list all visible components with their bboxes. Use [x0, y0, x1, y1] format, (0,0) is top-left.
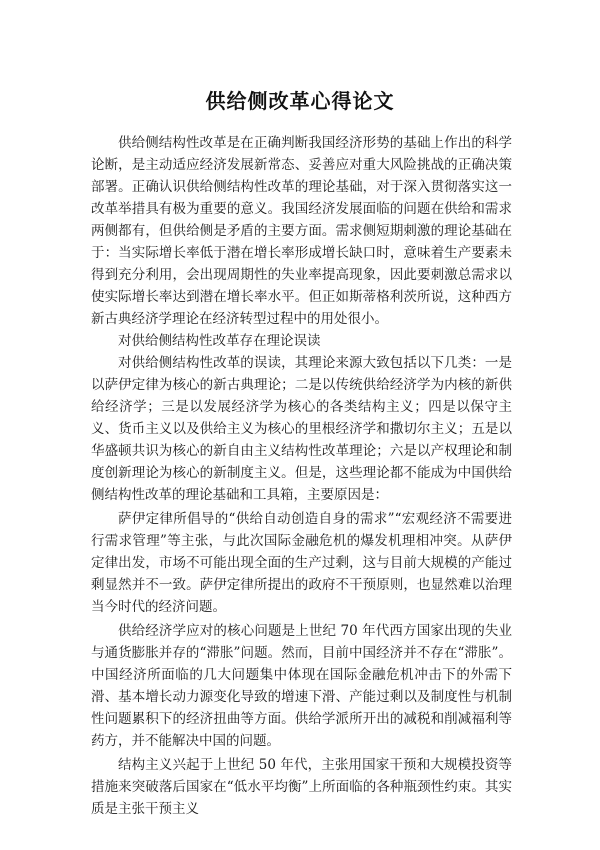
paragraph-say-law: 萨伊定律所倡导的“供给自动创造自身的需求”“宏观经济不需要进行需求管理”等主张，与此次国际金融危机的爆发机理相冲突。从萨伊定律出发，市场不可能出现全面的生产过剩，这与目前大规模的产能过剩显然并不一致。萨伊定律所提出的政府不干预原则，也显然难以治理当今时代的经济问题。: [91, 511, 512, 615]
paragraph-supply-economics: 供给经济学应对的核心问题是上世纪 70 年代西方国家出现的失业与通货膨胀并存的“滞胀”问题。然而，目前中国经济并不存在“滞胀”。中国经济所面临的几大问题集中体现在国际金融危机冲击下的外需下滑、基本增长动力源变化导致的增速下滑、产能过剩以及制度性与机制性问题累积下的经济扭曲等方面。供给学派所开出的减税和削减福利等药方，并不能解决中国的问题。: [91, 623, 512, 749]
paragraph-intro: 供给侧结构性改革是在正确判断我国经济形势的基础上作出的科学论断，是主动适应经济发展新常态、妥善应对重大风险挑战的正确决策部署。正确认识供给侧结构性改革的理论基础，对于深入贯彻落实这一改革举措具有极为重要的意义。我国经济发展面临的问题在供给和需求两侧都有，但供给侧是矛盾的主要方面。需求侧短期刺激的理论基础在于：当实际增长率低于潜在增长率形成增长缺口时，意味着生产要素未得到充分利用，会出现周期性的失业率提高现象，因此要刺激总需求以使实际增长率达到潜在增长率水平。但正如斯蒂格利茨所说，这种西方新古典经济学理论在经济转型过程中的用处很小。: [91, 135, 512, 327]
paragraph-theory-sources: 对供给侧结构性改革的误读，其理论来源大致包括以下几类：一是以萨伊定律为核心的新古典理论；二是以传统供给经济学为内核的新供给经济学；三是以发展经济学为核心的各类结构主义；四是以保守主义、货币主义以及供给主义为核心的里根经济学和撒切尔主义；五是以华盛顿共识为核心的新自由主义结构性改革理论；六是以产权理论和制度创新理论为核心的新制度主义。但是，这些理论都不能成为中国供给侧结构性改革的理论基础和工具箱，主要原因是：: [91, 355, 512, 503]
document-body: [91, 132, 512, 820]
document-title: 供给侧改革心得论文: [205, 89, 395, 114]
section-heading: 对供给侧结构性改革存在理论误读: [118, 333, 321, 349]
paragraph-structuralism: 结构主义兴起于上世纪 50 年代，主张用国家干预和大规模投资等措施来突破落后国家在“低水平均衡”上所面临的各种瓶颈性约束。其实质是主张干预主义: [91, 757, 512, 817]
